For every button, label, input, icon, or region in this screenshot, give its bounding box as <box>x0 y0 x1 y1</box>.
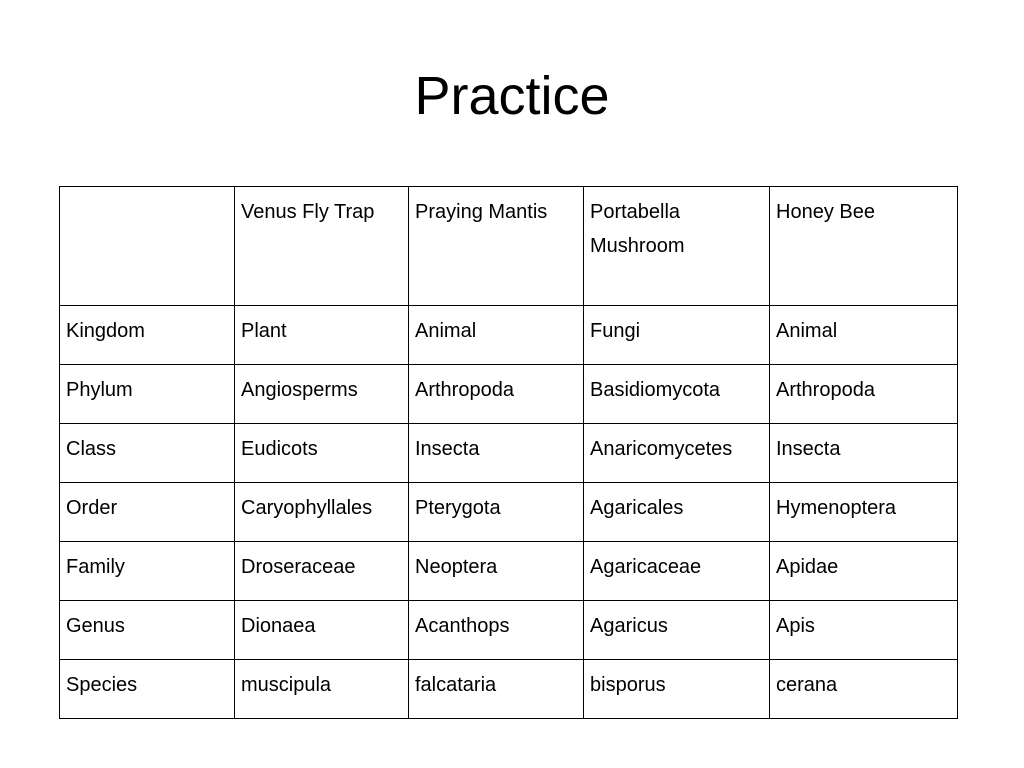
table-cell: Insecta <box>409 424 584 483</box>
header-cell-empty <box>60 187 235 306</box>
table-row <box>60 365 958 424</box>
table-cell: Agaricus <box>584 601 770 660</box>
table-cell: Acanthops <box>409 601 584 660</box>
table-cell: falcataria <box>409 660 584 719</box>
table-cell: Insecta <box>770 424 958 483</box>
header-cell-venus-fly-trap: Venus Fly Trap <box>235 187 409 306</box>
table-cell: Angiosperms <box>235 365 409 424</box>
header-cell-praying-mantis: Praying Mantis <box>409 187 584 306</box>
table-cell: Arthropoda <box>770 365 958 424</box>
table-header-row <box>60 187 958 306</box>
table-cell: Anaricomycetes <box>584 424 770 483</box>
rank-cell: Order <box>60 483 235 542</box>
table-row <box>60 601 958 660</box>
table-cell: Agaricaceae <box>584 542 770 601</box>
table-row <box>60 483 958 542</box>
header-cell-portabella-mushroom: Portabella Mushroom <box>584 187 770 306</box>
slide-title: Practice <box>414 66 610 126</box>
table-row <box>60 542 958 601</box>
rank-cell: Family <box>60 542 235 601</box>
rank-cell: Kingdom <box>60 306 235 365</box>
table-cell: Eudicots <box>235 424 409 483</box>
table-cell: Animal <box>770 306 958 365</box>
table-cell: Caryophyllales <box>235 483 409 542</box>
table-cell: Apis <box>770 601 958 660</box>
table-row <box>60 306 958 365</box>
table-cell: Basidiomycota <box>584 365 770 424</box>
table-cell: bisporus <box>584 660 770 719</box>
table-cell: Plant <box>235 306 409 365</box>
rank-cell: Genus <box>60 601 235 660</box>
table-cell: Arthropoda <box>409 365 584 424</box>
table-cell: cerana <box>770 660 958 719</box>
table-cell: Apidae <box>770 542 958 601</box>
table-cell: Agaricales <box>584 483 770 542</box>
table-cell: Dionaea <box>235 601 409 660</box>
header-cell-honey-bee: Honey Bee <box>770 187 958 306</box>
table-cell: Pterygota <box>409 483 584 542</box>
rank-cell: Species <box>60 660 235 719</box>
table-cell: Animal <box>409 306 584 365</box>
table-cell: muscipula <box>235 660 409 719</box>
table-cell: Hymenoptera <box>770 483 958 542</box>
taxonomy-table <box>59 186 958 719</box>
rank-cell: Phylum <box>60 365 235 424</box>
table-row <box>60 660 958 719</box>
rank-cell: Class <box>60 424 235 483</box>
table-cell: Neoptera <box>409 542 584 601</box>
table-cell: Fungi <box>584 306 770 365</box>
table-row <box>60 424 958 483</box>
table-cell: Droseraceae <box>235 542 409 601</box>
